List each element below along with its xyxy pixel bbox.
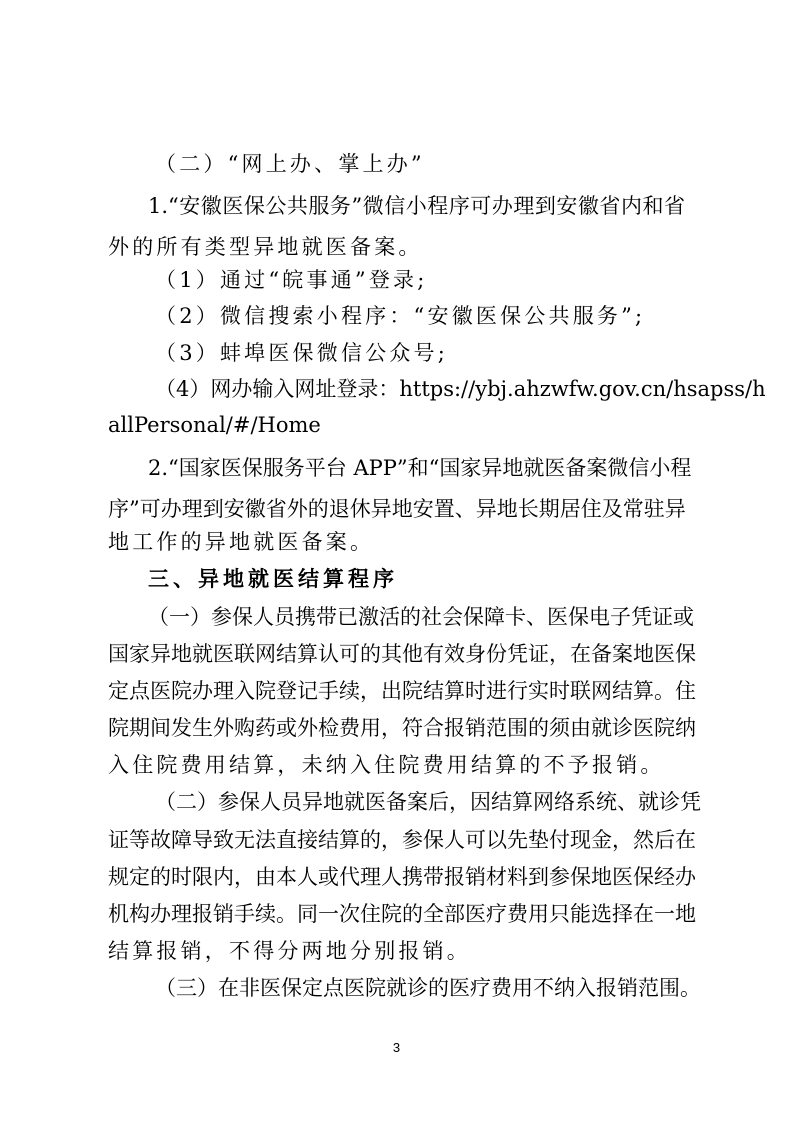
text-line: （3）蚌埠医保微信公众号; <box>155 341 449 365</box>
text-line: 结算报销，不得分两地分别报销。 <box>108 939 471 963</box>
text-line: （一）参保人员携带已激活的社会保障卡、医保电子凭证或 <box>148 605 694 629</box>
text-line: （4）网办输入网址登录：https://ybj.ahzwfw.gov.cn/hsapss/h <box>155 377 766 401</box>
text-line: 2.“国家医保服务平台 APP”和“国家异地就医备案微信小程 <box>148 456 692 480</box>
text-line: 入住院费用结算，未纳入住院费用结算的不予报销。 <box>108 753 665 777</box>
text-line: 地工作的异地就医备案。 <box>108 530 375 554</box>
text-line: allPersonal/#/Home <box>108 413 321 437</box>
heading-text: 三、异地就医结算程序 <box>148 566 398 591</box>
text-line: 机构办理报销手续。同一次住院的全部医疗费用只能选择在一地 <box>108 902 696 926</box>
text-line: 定点医院办理入院登记手续，出院结算时进行实时联网结算。住 <box>108 679 696 703</box>
text-line: （2）微信搜索小程序：“安徽医保公共服务”; <box>155 304 646 328</box>
text-line: （二）“网上办、掌上办” <box>155 152 425 176</box>
text-line: （1）通过“皖事通”登录; <box>155 268 428 292</box>
text-line: 院期间发生外购药或外检费用，符合报销范围的须由就诊医院纳 <box>108 716 696 740</box>
text-line: 国家异地就医联网结算认可的其他有效身份凭证，在备案地医保 <box>108 642 696 666</box>
text-line: 1.“安徽医保公共服务”微信小程序可办理到安徽省内和省 <box>148 194 685 218</box>
text-line: 序”可办理到安徽省外的退休异地安置、异地长期居住及常驻异 <box>108 497 686 521</box>
text-line: 外的所有类型异地就医备案。 <box>108 235 423 259</box>
text-line: （二）参保人员异地就医备案后，因结算网络系统、就诊凭 <box>155 790 701 814</box>
text-line: 证等故障导致无法直接结算的，参保人可以先垫付现金，然后在 <box>108 828 696 852</box>
text-line: 规定的时限内，由本人或代理人携带报销材料到参保地医保经办 <box>108 865 696 889</box>
text-line: （三）在非医保定点医院就诊的医疗费用不纳入报销范围。 <box>155 976 701 1000</box>
page-number: 3 <box>392 1040 401 1055</box>
